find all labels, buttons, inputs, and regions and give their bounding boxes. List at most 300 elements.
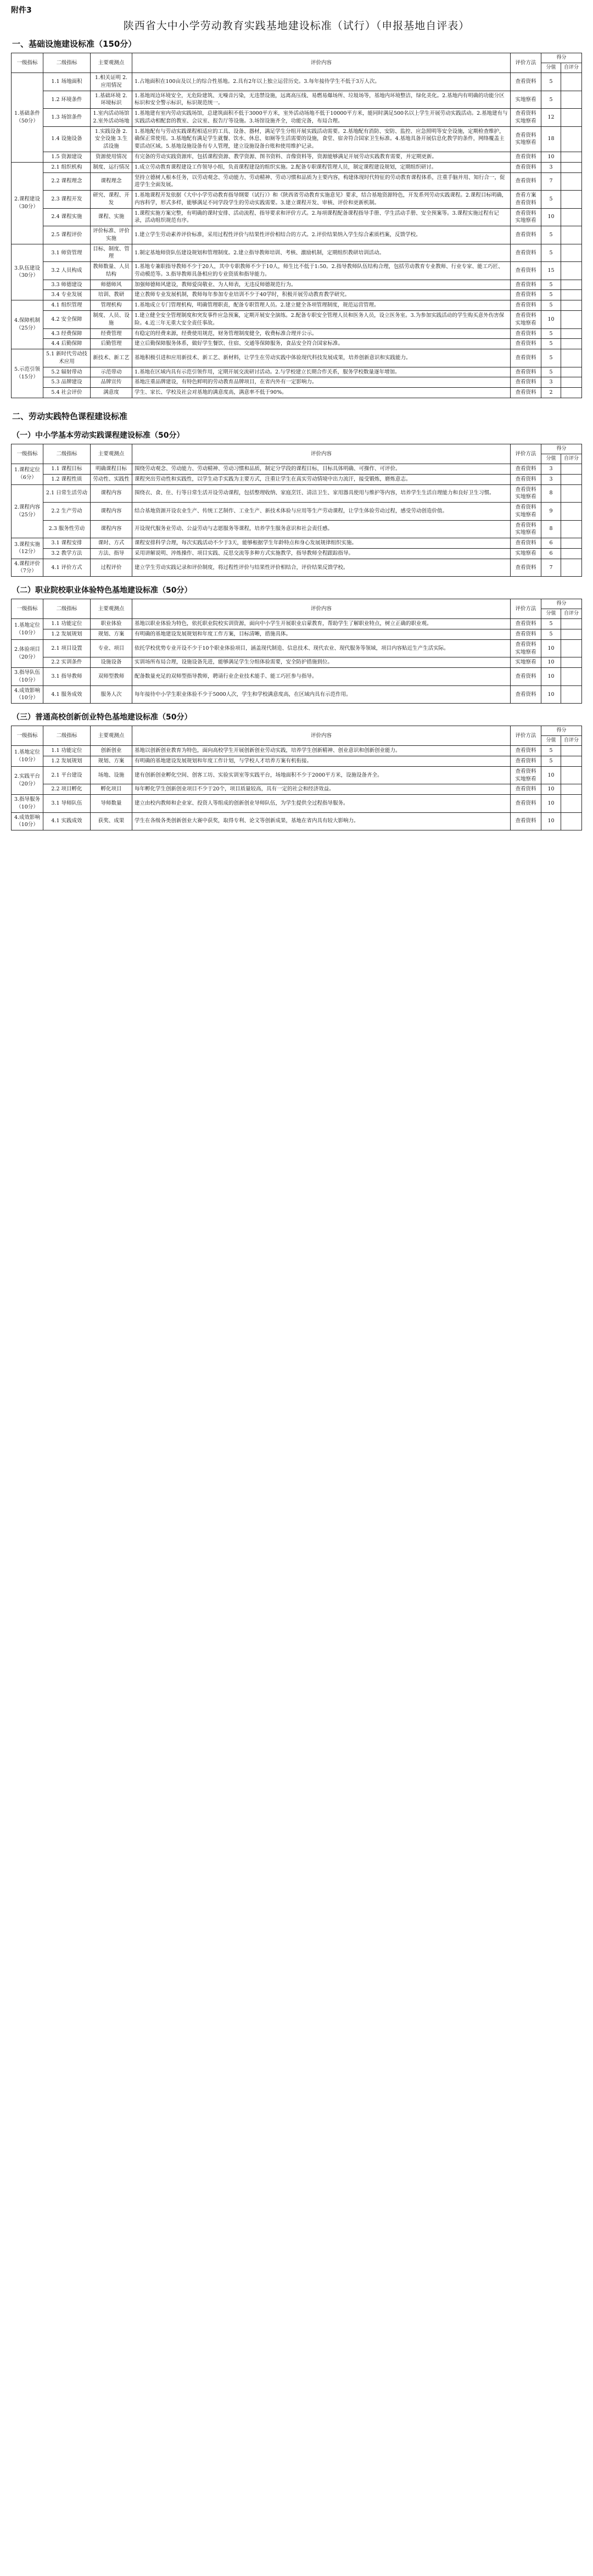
self-score-cell[interactable] xyxy=(561,244,581,262)
self-score-cell[interactable] xyxy=(561,559,581,577)
self-score-cell[interactable] xyxy=(561,503,581,521)
method-cell: 查看资料 xyxy=(510,538,541,549)
method-cell: 实地察看 xyxy=(510,91,541,109)
header-full: 分值 xyxy=(541,63,561,73)
level1-cell: 1.课程定位（6分） xyxy=(12,464,43,484)
full-score-cell: 7 xyxy=(541,172,561,191)
level2-cell: 1.2 发展规划 xyxy=(43,756,91,767)
points-cell: 课程理念 xyxy=(91,172,132,191)
points-cell: 制度、人员、设施 xyxy=(91,311,132,329)
header-level2: 二级指标 xyxy=(43,599,91,619)
method-cell: 查看资料 xyxy=(510,629,541,640)
self-score-cell[interactable] xyxy=(561,262,581,280)
header-score: 得分 xyxy=(541,599,581,609)
table-row xyxy=(12,766,582,784)
full-score-cell: 3 xyxy=(541,474,561,484)
method-cell: 实地察看 xyxy=(510,548,541,559)
method-cell: 查看资料 xyxy=(510,756,541,767)
self-score-cell[interactable] xyxy=(561,339,581,349)
full-score-cell: 10 xyxy=(541,812,561,830)
header-level1: 一级指标 xyxy=(12,53,43,73)
content-cell: 围绕劳动观念、劳动能力、劳动精神、劳动习惯和品质，制定分学段的课程目标，目标具体明确、可操作、可评价。 xyxy=(132,464,511,474)
level2-cell: 3.1 课程安排 xyxy=(43,538,91,549)
section-heading-2: 二、劳动实践特色课程建设标准 xyxy=(12,411,128,421)
full-score-cell: 5 xyxy=(541,244,561,262)
level2-cell: 2.4 课程实施 xyxy=(43,208,91,226)
method-cell: 查看资料 xyxy=(510,377,541,388)
table-row xyxy=(12,685,582,704)
full-score-cell: 10 xyxy=(541,766,561,784)
level2-cell: 4.1 实践成效 xyxy=(43,812,91,830)
full-score-cell: 15 xyxy=(541,262,561,280)
header-level1: 一级指标 xyxy=(12,444,43,464)
points-cell: 目标、制度、管理 xyxy=(91,244,132,262)
content-cell: 1.制定基地师资队伍建设规划和管理制度。2.建立指导教师培训、考核、激励机制，定期组织教研培训活动。 xyxy=(132,244,511,262)
self-score-cell[interactable] xyxy=(561,172,581,191)
points-cell: 评价标准、评价实施 xyxy=(91,226,132,244)
self-score-cell[interactable] xyxy=(561,290,581,300)
full-score-cell: 5 xyxy=(541,328,561,339)
table-row xyxy=(12,126,582,152)
header-method: 评价方法 xyxy=(510,599,541,619)
full-score-cell: 5 xyxy=(541,226,561,244)
content-cell: 采用讲解说明、淬炼操作、项目实践、反思交流等多种方式实施教学，指导教师全程跟踪指导。 xyxy=(132,548,511,559)
level2-cell: 2.2 课程理念 xyxy=(43,172,91,191)
points-cell: 1.室内活动场馆 2.室外活动场地 xyxy=(91,109,132,127)
self-score-cell[interactable] xyxy=(561,162,581,172)
table-row xyxy=(12,244,582,262)
method-cell: 实地察看 xyxy=(510,657,541,668)
full-score-cell: 3 xyxy=(541,162,561,172)
header-content: 评价内容 xyxy=(132,53,511,73)
method-cell: 查看资料 实地察看 xyxy=(510,208,541,226)
table-header xyxy=(12,444,582,464)
full-score-cell: 5 xyxy=(541,280,561,290)
self-score-cell[interactable] xyxy=(561,685,581,704)
table-row xyxy=(12,795,582,813)
points-cell: 教师数量、人员结构 xyxy=(91,262,132,280)
self-score-cell[interactable] xyxy=(561,795,581,813)
method-cell: 查看资料 xyxy=(510,300,541,311)
level2-cell: 5.1 新时代劳动技术应用 xyxy=(43,349,91,367)
level2-cell: 4.1 评价方式 xyxy=(43,559,91,577)
method-cell: 查看资料 xyxy=(510,746,541,756)
points-cell: 管理机构 xyxy=(91,300,132,311)
level2-cell: 1.4 设施设备 xyxy=(43,126,91,152)
points-cell: 培训、教研 xyxy=(91,290,132,300)
full-score-cell: 5 xyxy=(541,619,561,629)
table-row xyxy=(12,226,582,244)
table-row xyxy=(12,520,582,538)
self-score-cell[interactable] xyxy=(561,474,581,484)
header-level2: 二级指标 xyxy=(43,53,91,73)
full-score-cell: 5 xyxy=(541,73,561,91)
method-cell: 查看资料 xyxy=(510,685,541,704)
content-cell: 每年孵化学生创新创业项目不少于20个，项目质量较高，具有一定的社会和经济效益。 xyxy=(132,784,511,795)
method-cell: 查看资料 xyxy=(510,290,541,300)
points-cell: 1.实践设备 2.安全设施 3.生活设施 xyxy=(91,126,132,152)
self-score-cell[interactable] xyxy=(561,300,581,311)
method-cell: 查看资料 xyxy=(510,464,541,474)
header-full: 分值 xyxy=(541,736,561,746)
self-score-cell[interactable] xyxy=(561,484,581,503)
content-cell: 开设现代服务业劳动、公益劳动与志愿服务等课程，培养学生服务意识和社会责任感。 xyxy=(132,520,511,538)
table-body xyxy=(12,73,582,398)
content-cell: 1.基地建有室内劳动实践场馆，总建筑面积不低于3000平方米，室外活动场地不低于10000平方米，能同时满足500名以上学生开展劳动实践活动。2.基地建有与实践活动相配套的教室、会议室、报告厅等设施。3.场馆设施齐全，功能完备，布局合理。 xyxy=(132,109,511,127)
level2-cell: 2.3 课程开发 xyxy=(43,191,91,209)
table-row xyxy=(12,464,582,474)
level1-cell: 3.指导队伍（10分） xyxy=(12,668,43,686)
table-basic-course xyxy=(11,444,582,577)
content-cell: 建立后勤保障服务体系，做好学生餐饮、住宿、交通等保障服务，食品安全符合国家标准。 xyxy=(132,339,511,349)
self-score-cell[interactable] xyxy=(561,152,581,162)
level2-cell: 1.2 环境条件 xyxy=(43,91,91,109)
sub-heading-2b: （二）职业院校职业体验特色基地建设标准（50分） xyxy=(12,586,192,595)
table-row xyxy=(12,328,582,339)
method-cell: 查看资料 xyxy=(510,244,541,262)
full-score-cell: 5 xyxy=(541,290,561,300)
method-cell: 查看资料 xyxy=(510,349,541,367)
method-cell: 查看资料 xyxy=(510,328,541,339)
points-cell: 新技术、新工艺 xyxy=(91,349,132,367)
content-cell: 有稳定的经费来源，经费使用规范，财务管理制度健全，收费标准合理并公示。 xyxy=(132,328,511,339)
points-cell: 后勤管理 xyxy=(91,339,132,349)
method-cell: 查看资料 xyxy=(510,152,541,162)
self-score-cell[interactable] xyxy=(561,520,581,538)
level2-cell: 3.3 师德建设 xyxy=(43,280,91,290)
points-cell: 明确课程目标 xyxy=(91,464,132,474)
table-row xyxy=(12,559,582,577)
header-level2: 二级指标 xyxy=(43,726,91,746)
points-cell: 创新创业 xyxy=(91,746,132,756)
level1-cell: 1.基础条件（50分） xyxy=(12,73,43,163)
content-cell: 围绕衣、食、住、行等日常生活开设劳动课程，包括整理收纳、家庭烹饪、清洁卫生、家用器具使用与维护等内容，培养学生生活自理能力和良好卫生习惯。 xyxy=(132,484,511,503)
points-cell: 品牌宣传 xyxy=(91,377,132,388)
content-cell: 1.基地周边环境安全，无危险建筑、无噪音污染，无违禁设施，远离高压线、易燃易爆场所、垃圾场等，基地内环境整洁，绿化美化。2.基地内有明确的功能分区标识和安全警示标识，标识规范统一。 xyxy=(132,91,511,109)
table-row xyxy=(12,290,582,300)
content-cell: 基地以职业体验为特色，依托职业院校实训资源，面向中小学生开展职业启蒙教育，帮助学生了解职业特点，树立正确的职业观。 xyxy=(132,619,511,629)
level1-cell: 4.成效影响（10分） xyxy=(12,685,43,704)
content-cell: 学生在各级各类创新创业大赛中获奖，取得专利、论文等创新成果，基地在省内具有较大影响力。 xyxy=(132,812,511,830)
table-row xyxy=(12,339,582,349)
full-score-cell: 5 xyxy=(541,756,561,767)
self-score-cell[interactable] xyxy=(561,126,581,152)
content-cell: 结合基地资源开设农业生产、传统工艺制作、工业生产、新技术体验与应用等生产劳动课程，让学生体验劳动过程，感受劳动创造价值。 xyxy=(132,503,511,521)
content-cell: 坚持立德树人根本任务，以劳动观念、劳动能力、劳动精神、劳动习惯和品质为主要内容，构建体现时代特征的劳动教育课程体系，注重手脑并用、知行合一，促进学生全面发展。 xyxy=(132,172,511,191)
level2-cell: 2.3 服务性劳动 xyxy=(43,520,91,538)
content-cell: 1.占地面积在100亩及以上的综合性基地。2.具有2年以上独立运营历史。3.每年接待学生不低于3万人次。 xyxy=(132,73,511,91)
self-score-cell[interactable] xyxy=(561,311,581,329)
full-score-cell: 5 xyxy=(541,629,561,640)
document-page xyxy=(11,0,582,830)
points-cell: 方法、指导 xyxy=(91,548,132,559)
self-score-cell[interactable] xyxy=(561,328,581,339)
table-row xyxy=(12,746,582,756)
points-cell: 课程、实施 xyxy=(91,208,132,226)
content-cell: 建立由校内教师和企业家、投资人等组成的创新创业导师队伍，为学生提供全过程指导服务。 xyxy=(132,795,511,813)
full-score-cell: 2 xyxy=(541,388,561,398)
self-score-cell[interactable] xyxy=(561,538,581,549)
table-row xyxy=(12,629,582,640)
level2-cell: 3.1 师资管理 xyxy=(43,244,91,262)
method-cell: 查看资料 xyxy=(510,795,541,813)
points-cell: 资源使用情况 xyxy=(91,152,132,162)
full-score-cell: 3 xyxy=(541,377,561,388)
content-cell: 有明确的基地建设发展规划和年度工作方案，目标清晰，措施具体。 xyxy=(132,629,511,640)
table-row xyxy=(12,657,582,668)
header-level1: 一级指标 xyxy=(12,726,43,746)
self-score-cell[interactable] xyxy=(561,619,581,629)
points-cell: 服务人次 xyxy=(91,685,132,704)
self-score-cell[interactable] xyxy=(561,548,581,559)
method-cell: 查看资料 xyxy=(510,172,541,191)
table-row xyxy=(12,484,582,503)
full-score-cell: 10 xyxy=(541,311,561,329)
sub-heading-2c: （三）普通高校创新创业特色基地建设标准（50分） xyxy=(12,713,192,722)
header-self: 自评分 xyxy=(561,63,581,73)
level1-cell: 4.课程评价（7分） xyxy=(12,559,43,577)
full-score-cell: 6 xyxy=(541,548,561,559)
table-row xyxy=(12,503,582,521)
header-points: 主要观测点 xyxy=(91,444,132,464)
table-row xyxy=(12,311,582,329)
level1-cell: 1.基地定位（10分） xyxy=(12,746,43,767)
table-row xyxy=(12,639,582,657)
content-cell: 有完备的劳动实践资源库，包括课程资源、教学资源、图书资料、音像资料等，资源能够满足开展劳动实践教育需要，并定期更新。 xyxy=(132,152,511,162)
method-cell: 查看资料 xyxy=(510,668,541,686)
content-cell: 1.建立健全安全管理制度和突发事件应急预案，定期开展安全演练。2.配备专职安全管理人员和医务人员，设立医务室。3.为参加实践活动的学生购买意外伤害保险。4.近三年无重大安全责任事故。 xyxy=(132,311,511,329)
level2-cell: 4.4 后勤保障 xyxy=(43,339,91,349)
content-cell: 1.课程实施方案完整，有明确的课时安排、活动流程、指导要求和评价方式。2.每项课程配备课程指导手册、学生活动手册、安全预案等。3.课程实施过程有记录，活动组织规范有序。 xyxy=(132,208,511,226)
level2-cell: 5.2 辐射带动 xyxy=(43,367,91,377)
table-row xyxy=(12,208,582,226)
section-heading-1: 一、基础设施建设标准（150分） xyxy=(12,39,137,49)
method-cell: 查看资料 xyxy=(510,619,541,629)
table-row xyxy=(12,91,582,109)
content-cell: 依托学校优势专业开设不少于10个职业体验项目，涵盖现代制造、信息技术、现代农业、现代服务等领域，项目内容贴近生产生活实际。 xyxy=(132,639,511,657)
points-cell: 研究、课程、开发 xyxy=(91,191,132,209)
level2-cell: 5.4 社会评价 xyxy=(43,388,91,398)
points-cell: 孵化项目 xyxy=(91,784,132,795)
points-cell: 1.相关证明 2.应用情况 xyxy=(91,73,132,91)
points-cell: 过程评价 xyxy=(91,559,132,577)
content-cell: 课程安排科学合理，每次实践活动不少于3天，能够根据学生年龄特点和身心发展规律组织实施。 xyxy=(132,538,511,549)
level2-cell: 1.1 课程目标 xyxy=(43,464,91,474)
table-row xyxy=(12,619,582,629)
content-cell: 1.基地在区域内具有示范引领作用，定期开展交流研讨活动。2.与学校建立长期合作关系，服务学校数量逐年增加。 xyxy=(132,367,511,377)
self-score-cell[interactable] xyxy=(561,367,581,377)
table-row xyxy=(12,349,582,367)
level2-cell: 1.5 资源建设 xyxy=(43,152,91,162)
self-score-cell[interactable] xyxy=(561,464,581,474)
full-score-cell: 5 xyxy=(541,91,561,109)
content-cell: 实训场所布局合理，设施设备先进，能够满足学生分组体验需要，安全防护措施到位。 xyxy=(132,657,511,668)
self-score-cell[interactable] xyxy=(561,784,581,795)
content-cell: 有明确的基地建设发展规划和年度工作计划，与学校人才培养方案有机衔接。 xyxy=(132,756,511,767)
level1-cell: 2.实践平台（20分） xyxy=(12,766,43,794)
level1-cell: 2.课程内容（25分） xyxy=(12,484,43,538)
level2-cell: 1.3 场馆条件 xyxy=(43,109,91,127)
level1-cell: 4.保障机制（25分） xyxy=(12,300,43,349)
method-cell: 查看资料 xyxy=(510,388,541,398)
points-cell: 满意度 xyxy=(91,388,132,398)
self-score-cell[interactable] xyxy=(561,639,581,657)
header-score: 得分 xyxy=(541,444,581,454)
header-full: 分值 xyxy=(541,609,561,619)
level1-cell: 3.指导服务（10分） xyxy=(12,795,43,813)
method-cell: 查看资料 实地察看 xyxy=(510,311,541,329)
content-cell: 建立教师专业发展机制，教师每年参加专业培训不少于40学时，积极开展劳动教育教学研究。 xyxy=(132,290,511,300)
full-score-cell: 10 xyxy=(541,657,561,668)
header-level2: 二级指标 xyxy=(43,444,91,464)
points-cell: 职业体验 xyxy=(91,619,132,629)
level2-cell: 4.1 服务成效 xyxy=(43,685,91,704)
level2-cell: 2.1 平台建设 xyxy=(43,766,91,784)
self-score-cell[interactable] xyxy=(561,629,581,640)
method-cell: 查看资料 xyxy=(510,162,541,172)
level2-cell: 1.1 场地面积 xyxy=(43,73,91,91)
content-cell: 每年接待中小学生职业体验不少于5000人次，学生和学校满意度高，在区域内具有示范作用。 xyxy=(132,685,511,704)
content-cell: 1.建立学生劳动素养评价标准，采用过程性评价与结果性评价相结合的方式。2.评价结果纳入学生综合素质档案，反馈学校。 xyxy=(132,226,511,244)
table-header xyxy=(12,53,582,73)
self-score-cell[interactable] xyxy=(561,191,581,209)
level2-cell: 4.3 经费保障 xyxy=(43,328,91,339)
level2-cell: 3.1 导师队伍 xyxy=(43,795,91,813)
content-cell: 1.基地课程开发依据《大中小学劳动教育指导纲要（试行）》和《陕西省劳动教育实施意见》要求，结合基地资源特色，开发系列劳动实践课程。2.课程目标明确，内容科学，形式多样，能够满足不同学段学生的劳动实践需要。3.建立课程开发、审核、评价和更新机制。 xyxy=(132,191,511,209)
full-score-cell: 6 xyxy=(541,538,561,549)
level2-cell: 1.1 功能定位 xyxy=(43,619,91,629)
table-vocational xyxy=(11,599,582,704)
method-cell: 查看资料 xyxy=(510,784,541,795)
method-cell: 查看资料 xyxy=(510,559,541,577)
level2-cell: 1.2 课程性质 xyxy=(43,474,91,484)
level2-cell: 5.3 品牌建设 xyxy=(43,377,91,388)
self-score-cell[interactable] xyxy=(561,377,581,388)
method-cell: 查看资料 xyxy=(510,339,541,349)
table-row xyxy=(12,262,582,280)
points-cell: 1.基础环境 2.环境标识 xyxy=(91,91,132,109)
points-cell: 场地、设施 xyxy=(91,766,132,784)
header-score: 得分 xyxy=(541,53,581,63)
header-content: 评价内容 xyxy=(132,444,511,464)
self-score-cell[interactable] xyxy=(561,766,581,784)
self-score-cell[interactable] xyxy=(561,349,581,367)
content-cell: 1.成立劳动教育课程建设工作领导小组，负责课程建设的组织实施。2.配备专职课程管理人员，制定课程建设规划，定期组织研讨。 xyxy=(132,162,511,172)
method-cell: 查看资料 实地察看 xyxy=(510,766,541,784)
full-score-cell: 8 xyxy=(541,484,561,503)
self-score-cell[interactable] xyxy=(561,668,581,686)
points-cell: 制度、运行情况 xyxy=(91,162,132,172)
full-score-cell: 12 xyxy=(541,109,561,127)
table-row xyxy=(12,280,582,290)
header-self: 自评分 xyxy=(561,736,581,746)
points-cell: 设施设备 xyxy=(91,657,132,668)
full-score-cell: 3 xyxy=(541,464,561,474)
full-score-cell: 10 xyxy=(541,639,561,657)
table-infrastructure xyxy=(11,53,582,398)
full-score-cell: 10 xyxy=(541,208,561,226)
table-body xyxy=(12,619,582,704)
method-cell: 查看资料 xyxy=(510,73,541,91)
full-score-cell: 5 xyxy=(541,349,561,367)
points-cell: 劳动性、实践性 xyxy=(91,474,132,484)
self-score-cell[interactable] xyxy=(561,109,581,127)
self-score-cell[interactable] xyxy=(561,91,581,109)
points-cell: 规划、方案 xyxy=(91,756,132,767)
table-row xyxy=(12,109,582,127)
level2-cell: 2.1 项目设置 xyxy=(43,639,91,657)
table-row xyxy=(12,548,582,559)
table-row xyxy=(12,377,582,388)
table-row xyxy=(12,538,582,549)
full-score-cell: 5 xyxy=(541,746,561,756)
full-score-cell: 5 xyxy=(541,367,561,377)
content-cell: 加强师德师风建设，教师爱岗敬业、为人师表，无违反师德规范行为。 xyxy=(132,280,511,290)
self-score-cell[interactable] xyxy=(561,812,581,830)
method-cell: 查看资料 xyxy=(510,812,541,830)
sub-heading-2a: （一）中小学基本劳动实践课程建设标准（50分） xyxy=(12,431,184,440)
header-score: 得分 xyxy=(541,726,581,736)
method-cell: 查看资料 实地察看 xyxy=(510,126,541,152)
full-score-cell: 9 xyxy=(541,503,561,521)
points-cell: 课程内容 xyxy=(91,520,132,538)
level1-cell: 2.课程建设（30分） xyxy=(12,162,43,244)
level2-cell: 3.2 教学方法 xyxy=(43,548,91,559)
method-cell: 查看资料 实地察看 xyxy=(510,503,541,521)
level2-cell: 4.1 组织管理 xyxy=(43,300,91,311)
self-score-cell[interactable] xyxy=(561,208,581,226)
content-cell: 学生、家长、学校及社会对基地的满意度高，满意率不低于90%。 xyxy=(132,388,511,398)
self-score-cell[interactable] xyxy=(561,756,581,767)
full-score-cell: 7 xyxy=(541,559,561,577)
table-row xyxy=(12,152,582,162)
level2-cell: 4.2 安全保障 xyxy=(43,311,91,329)
level2-cell: 3.2 人员构成 xyxy=(43,262,91,280)
content-cell: 基地注重品牌建设，有特色鲜明的劳动教育品牌项目，在省内外有一定影响力。 xyxy=(132,377,511,388)
header-self: 自评分 xyxy=(561,454,581,464)
table-row xyxy=(12,474,582,484)
full-score-cell: 10 xyxy=(541,152,561,162)
level1-cell: 3.课程实施（12分） xyxy=(12,538,43,559)
self-score-cell[interactable] xyxy=(561,746,581,756)
attachment-label: 附件3 xyxy=(11,6,32,15)
header-method: 评价方法 xyxy=(510,726,541,746)
content-cell: 1.基地成立专门管理机构，明确管理职责，配备专职管理人员。2.建立健全各项管理制度，规范运营管理。 xyxy=(132,300,511,311)
content-cell: 课程突出劳动性和实践性，以学生动手实践为主要方式，注重让学生在真实劳动情境中出力流汗，接受锻炼，磨炼意志。 xyxy=(132,474,511,484)
self-score-cell[interactable] xyxy=(561,657,581,668)
table-header xyxy=(12,599,582,619)
table-row xyxy=(12,367,582,377)
self-score-cell[interactable] xyxy=(561,280,581,290)
points-cell: 课程内容 xyxy=(91,484,132,503)
points-cell: 经费管理 xyxy=(91,328,132,339)
self-score-cell[interactable] xyxy=(561,73,581,91)
header-points: 主要观测点 xyxy=(91,726,132,746)
points-cell: 双师型教师 xyxy=(91,668,132,686)
points-cell: 课程内容 xyxy=(91,503,132,521)
points-cell: 课时、方式 xyxy=(91,538,132,549)
content-cell: 建有创新创业孵化空间、创客工坊、实验实训室等实践平台，场地面积不少于2000平方米，设施设备齐全。 xyxy=(132,766,511,784)
full-score-cell: 10 xyxy=(541,795,561,813)
self-score-cell[interactable] xyxy=(561,226,581,244)
level2-cell: 2.5 课程评价 xyxy=(43,226,91,244)
content-cell: 建立学生劳动实践记录和评价制度，将过程性评价与结果性评价相结合，评价结果反馈学校。 xyxy=(132,559,511,577)
level2-cell: 2.2 生产劳动 xyxy=(43,503,91,521)
table-row xyxy=(12,812,582,830)
document-title: 陕西省大中小学劳动教育实践基地建设标准（试行）（申报基地自评表） xyxy=(123,20,470,32)
content-cell: 配备数量充足的双师型指导教师，聘请行业企业技术能手、能工巧匠参与指导。 xyxy=(132,668,511,686)
self-score-cell[interactable] xyxy=(561,388,581,398)
